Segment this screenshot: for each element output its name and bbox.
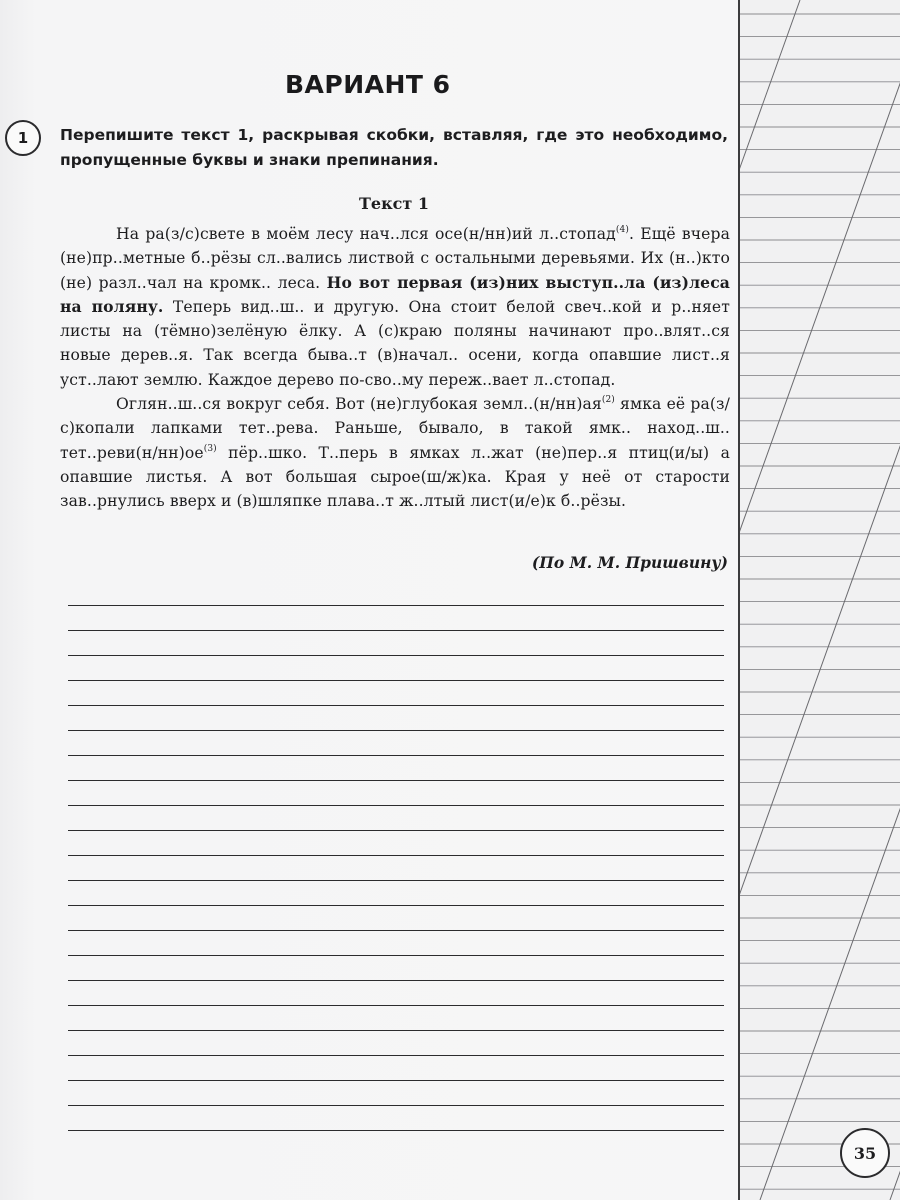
adjacent-page-margin	[738, 0, 900, 1200]
answer-area	[68, 605, 724, 1131]
page-number: 35	[853, 1143, 877, 1163]
footnote-marker: (4)	[615, 225, 629, 235]
answer-line[interactable]	[68, 706, 724, 731]
p1-sentence-2: . Ещё вчера (не)пр..метные б..рёзы сл..вались листвой с остальными деревьями. Их (н..)кто (не) разл..чал на кромк.. леса.	[60, 225, 730, 292]
answer-line[interactable]	[68, 1056, 724, 1081]
answer-line[interactable]	[68, 681, 724, 706]
answer-line[interactable]	[68, 1006, 724, 1031]
task-number-badge	[5, 120, 41, 156]
footnote-marker: (2)	[601, 395, 615, 406]
answer-line[interactable]	[68, 981, 724, 1006]
margin-lines	[740, 0, 900, 1200]
footnote-marker: (3)	[203, 443, 217, 454]
answer-line[interactable]	[68, 956, 724, 981]
answer-line[interactable]	[68, 906, 724, 931]
task-instruction: Перепишите текст 1, раскрывая скобки, вставляя, где это необходимо, пропущенные буквы и знаки препинания.	[60, 126, 728, 169]
paragraph-2	[60, 392, 730, 513]
answer-line[interactable]	[68, 656, 724, 681]
margin-slant-line	[740, 0, 900, 1200]
margin-slant-line	[740, 0, 900, 1200]
margin-slant-line	[890, 0, 900, 1200]
p2-sentence-2: ямка её ра(з/с)копали лапками тет..рева. Раньше, бывало, в такой ямк.. наход..ш.. тет..реви(н/нн)ое	[60, 395, 730, 462]
answer-line[interactable]	[68, 781, 724, 806]
answer-line[interactable]	[68, 756, 724, 781]
answer-line[interactable]	[68, 806, 724, 831]
paragraph-1	[60, 222, 730, 392]
author-attribution: (По М. М. Пришвину)	[531, 553, 728, 572]
text-body	[60, 222, 730, 514]
answer-line[interactable]	[68, 1106, 724, 1131]
p1-sentence-1: На ра(з/с)свете в моём лесу нач..лся осе(н/нн)ий л..стопад	[116, 225, 616, 243]
text-heading: Текст 1	[359, 194, 429, 213]
variant-title: ВАРИАНТ 6	[285, 70, 451, 99]
p1-bold-sentence: Но вот первая (из)них выступ..ла (из)леса на поляну.	[60, 272, 730, 316]
p2-sentence-3: пёр..шко. Т..перь в ямках л..жат (не)пер..я птиц(и/ы) а опавшие листья. А вот большая сырое(ш/ж)ка. Края у неё от старости зав..рнулись вверх и (в)шляпке плава..т ж..лтый лист(и/е)к б..рёзы.	[60, 443, 730, 511]
margin-slant-line	[760, 0, 900, 1200]
answer-line[interactable]	[68, 881, 724, 906]
answer-line[interactable]	[68, 831, 724, 856]
p1-sentence-3: Теперь вид..ш.. и другую. Она стоит белой свеч..кой и р..няет листы на (тёмно)зелёную ёлку. А (с)краю поляны начинают про..влят..ся новые дерев..я. Так всегда быва..т (в)начал.. осени, когда опавшие лист..я уст..лают землю. Каждое дерево по-сво..му переж..вает л..стопад.	[60, 297, 730, 389]
answer-line[interactable]	[68, 631, 724, 656]
answer-line[interactable]	[68, 1031, 724, 1056]
answer-line[interactable]	[68, 606, 724, 631]
answer-line[interactable]	[68, 731, 724, 756]
margin-slant-line	[740, 0, 800, 1200]
task-number: 1	[17, 129, 29, 147]
answer-line[interactable]	[68, 931, 724, 956]
answer-line[interactable]	[68, 1081, 724, 1106]
p2-sentence-1: Оглян..ш..ся вокруг себя. Вот (не)глубокая земл..(н/нн)ая	[116, 395, 602, 414]
answer-line[interactable]	[68, 856, 724, 881]
page-number-badge	[840, 1128, 890, 1178]
